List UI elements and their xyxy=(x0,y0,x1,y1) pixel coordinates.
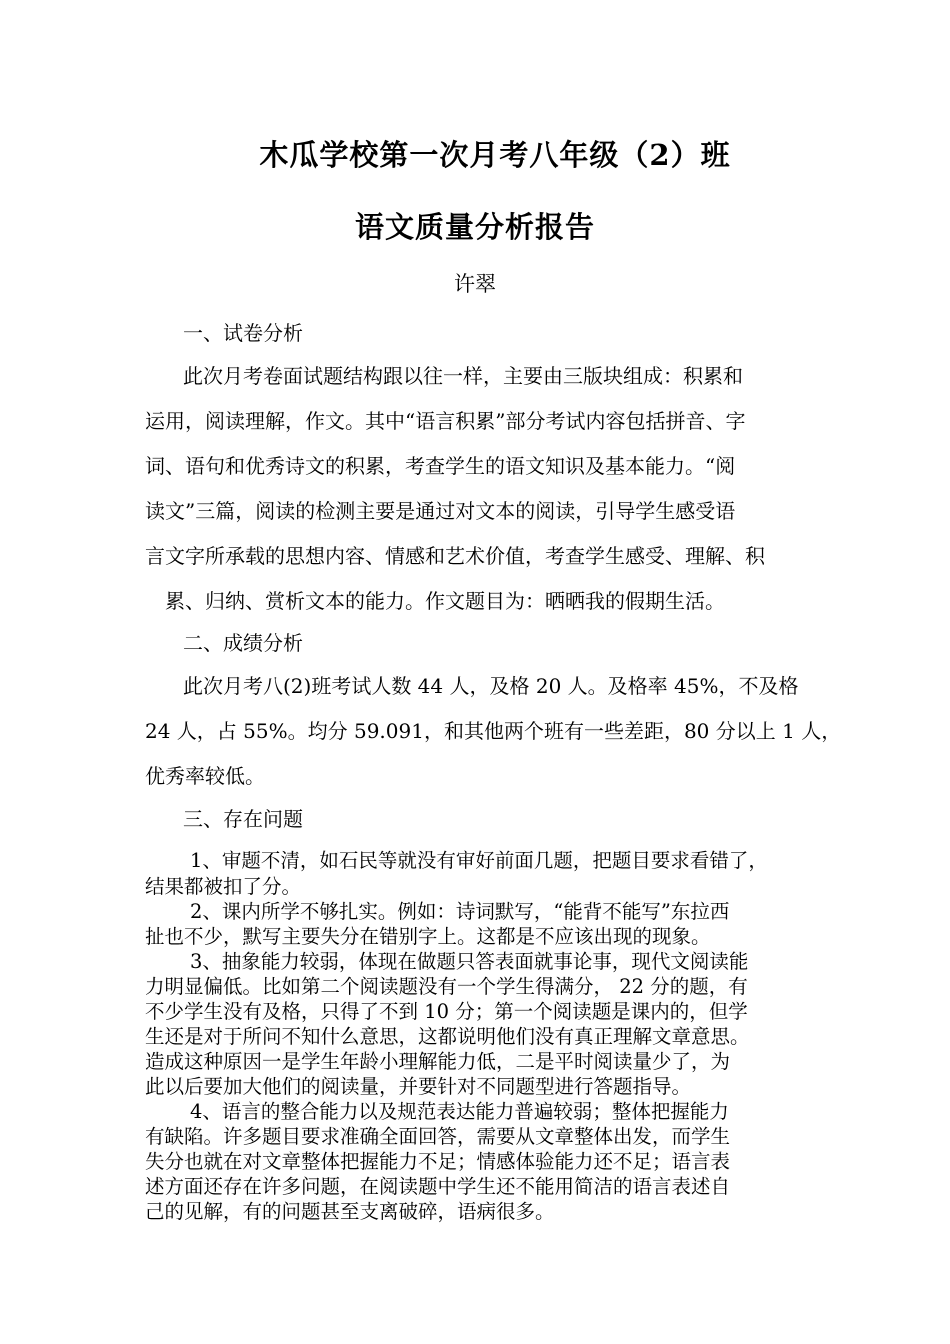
paragraph-line: 3、抽象能力较弱，体现在做题只答表面就事论事，现代文阅读能 xyxy=(190,950,749,973)
paragraph-line: 此以后要加大他们的阅读量，并要针对不同题型进行答题指导。 xyxy=(145,1075,692,1098)
paragraph-line: 不少学生没有及格，只得了不到 10 分；第一个阅读题是课内的，但学 xyxy=(145,1000,748,1023)
paragraph-line: 己的见解，有的问题甚至支离破碎，语病很多。 xyxy=(145,1200,555,1223)
paragraph-line: 2、课内所学不够扎实。例如：诗词默写，“能背不能写”东拉西 xyxy=(190,900,730,923)
paragraph-line: 运用，阅读理解，作文。其中“语言积累”部分考试内容包括拼音、字 xyxy=(145,409,746,433)
paragraph-line: 读文”三篇，阅读的检测主要是通过对文本的阅读，引导学生感受语 xyxy=(145,499,736,523)
paragraph-line: 造成这种原因一是学生年龄小理解能力低，二是平时阅读量少了，为 xyxy=(145,1050,731,1073)
paragraph-line: 优秀率较低。 xyxy=(145,764,265,788)
paragraph-line: 累、归纳、赏析文本的能力。作文题目为：晒晒我的假期生活。 xyxy=(165,589,725,613)
paragraph-line: 此次月考卷面试题结构跟以往一样，主要由三版块组成：积累和 xyxy=(183,364,743,388)
report-title-line-1: 木瓜学校第一次月考八年级（2）班 xyxy=(259,138,731,172)
paragraph-line: 言文字所承载的思想内容、情感和艺术价值，考查学生感受、理解、积 xyxy=(145,544,765,568)
paragraph-line: 4、语言的整合能力以及规范表达能力普遍较弱；整体把握能力 xyxy=(190,1100,729,1123)
paragraph-line: 力明显偏低。比如第二个阅读题没有一个学生得满分， 22 分的题，有 xyxy=(145,975,748,998)
paragraph-line: 1、审题不清，如石民等就没有审好前面几题，把题目要求看错了， xyxy=(190,849,768,872)
section-heading-paper-analysis: 一、试卷分析 xyxy=(183,321,303,345)
paragraph-line: 扯也不少，默写主要失分在错别字上。这都是不应该出现的现象。 xyxy=(145,925,711,948)
section-heading-existing-problems: 三、存在问题 xyxy=(183,807,303,831)
paragraph-line: 有缺陷。许多题目要求准确全面回答，需要从文章整体出发，而学生 xyxy=(145,1125,731,1148)
paragraph-line: 此次月考八(2)班考试人数 44 人，及格 20 人。及格率 45%，不及格 xyxy=(183,674,799,698)
paragraph-line: 生还是对于所问不知什么意思，这都说明他们没有真正理解文章意思。 xyxy=(145,1025,750,1048)
paragraph-line: 失分也就在对文章整体把握能力不足；情感体验能力还不足；语言表 xyxy=(145,1150,731,1173)
report-title-line-2: 语文质量分析报告 xyxy=(354,210,595,244)
paragraph-line: 24 人，占 55%。均分 59.091，和其他两个班有一些差距，80 分以上 1 人， xyxy=(145,719,842,743)
author-name: 许翠 xyxy=(454,272,496,296)
paragraph-line: 述方面还存在许多问题，在阅读题中学生还不能用简洁的语言表述自 xyxy=(145,1175,731,1198)
paragraph-line: 词、语句和优秀诗文的积累，考查学生的语文知识及基本能力。“阅 xyxy=(145,454,736,478)
paragraph-line: 结果都被扣了分。 xyxy=(145,875,302,898)
section-heading-score-analysis: 二、成绩分析 xyxy=(183,631,303,655)
